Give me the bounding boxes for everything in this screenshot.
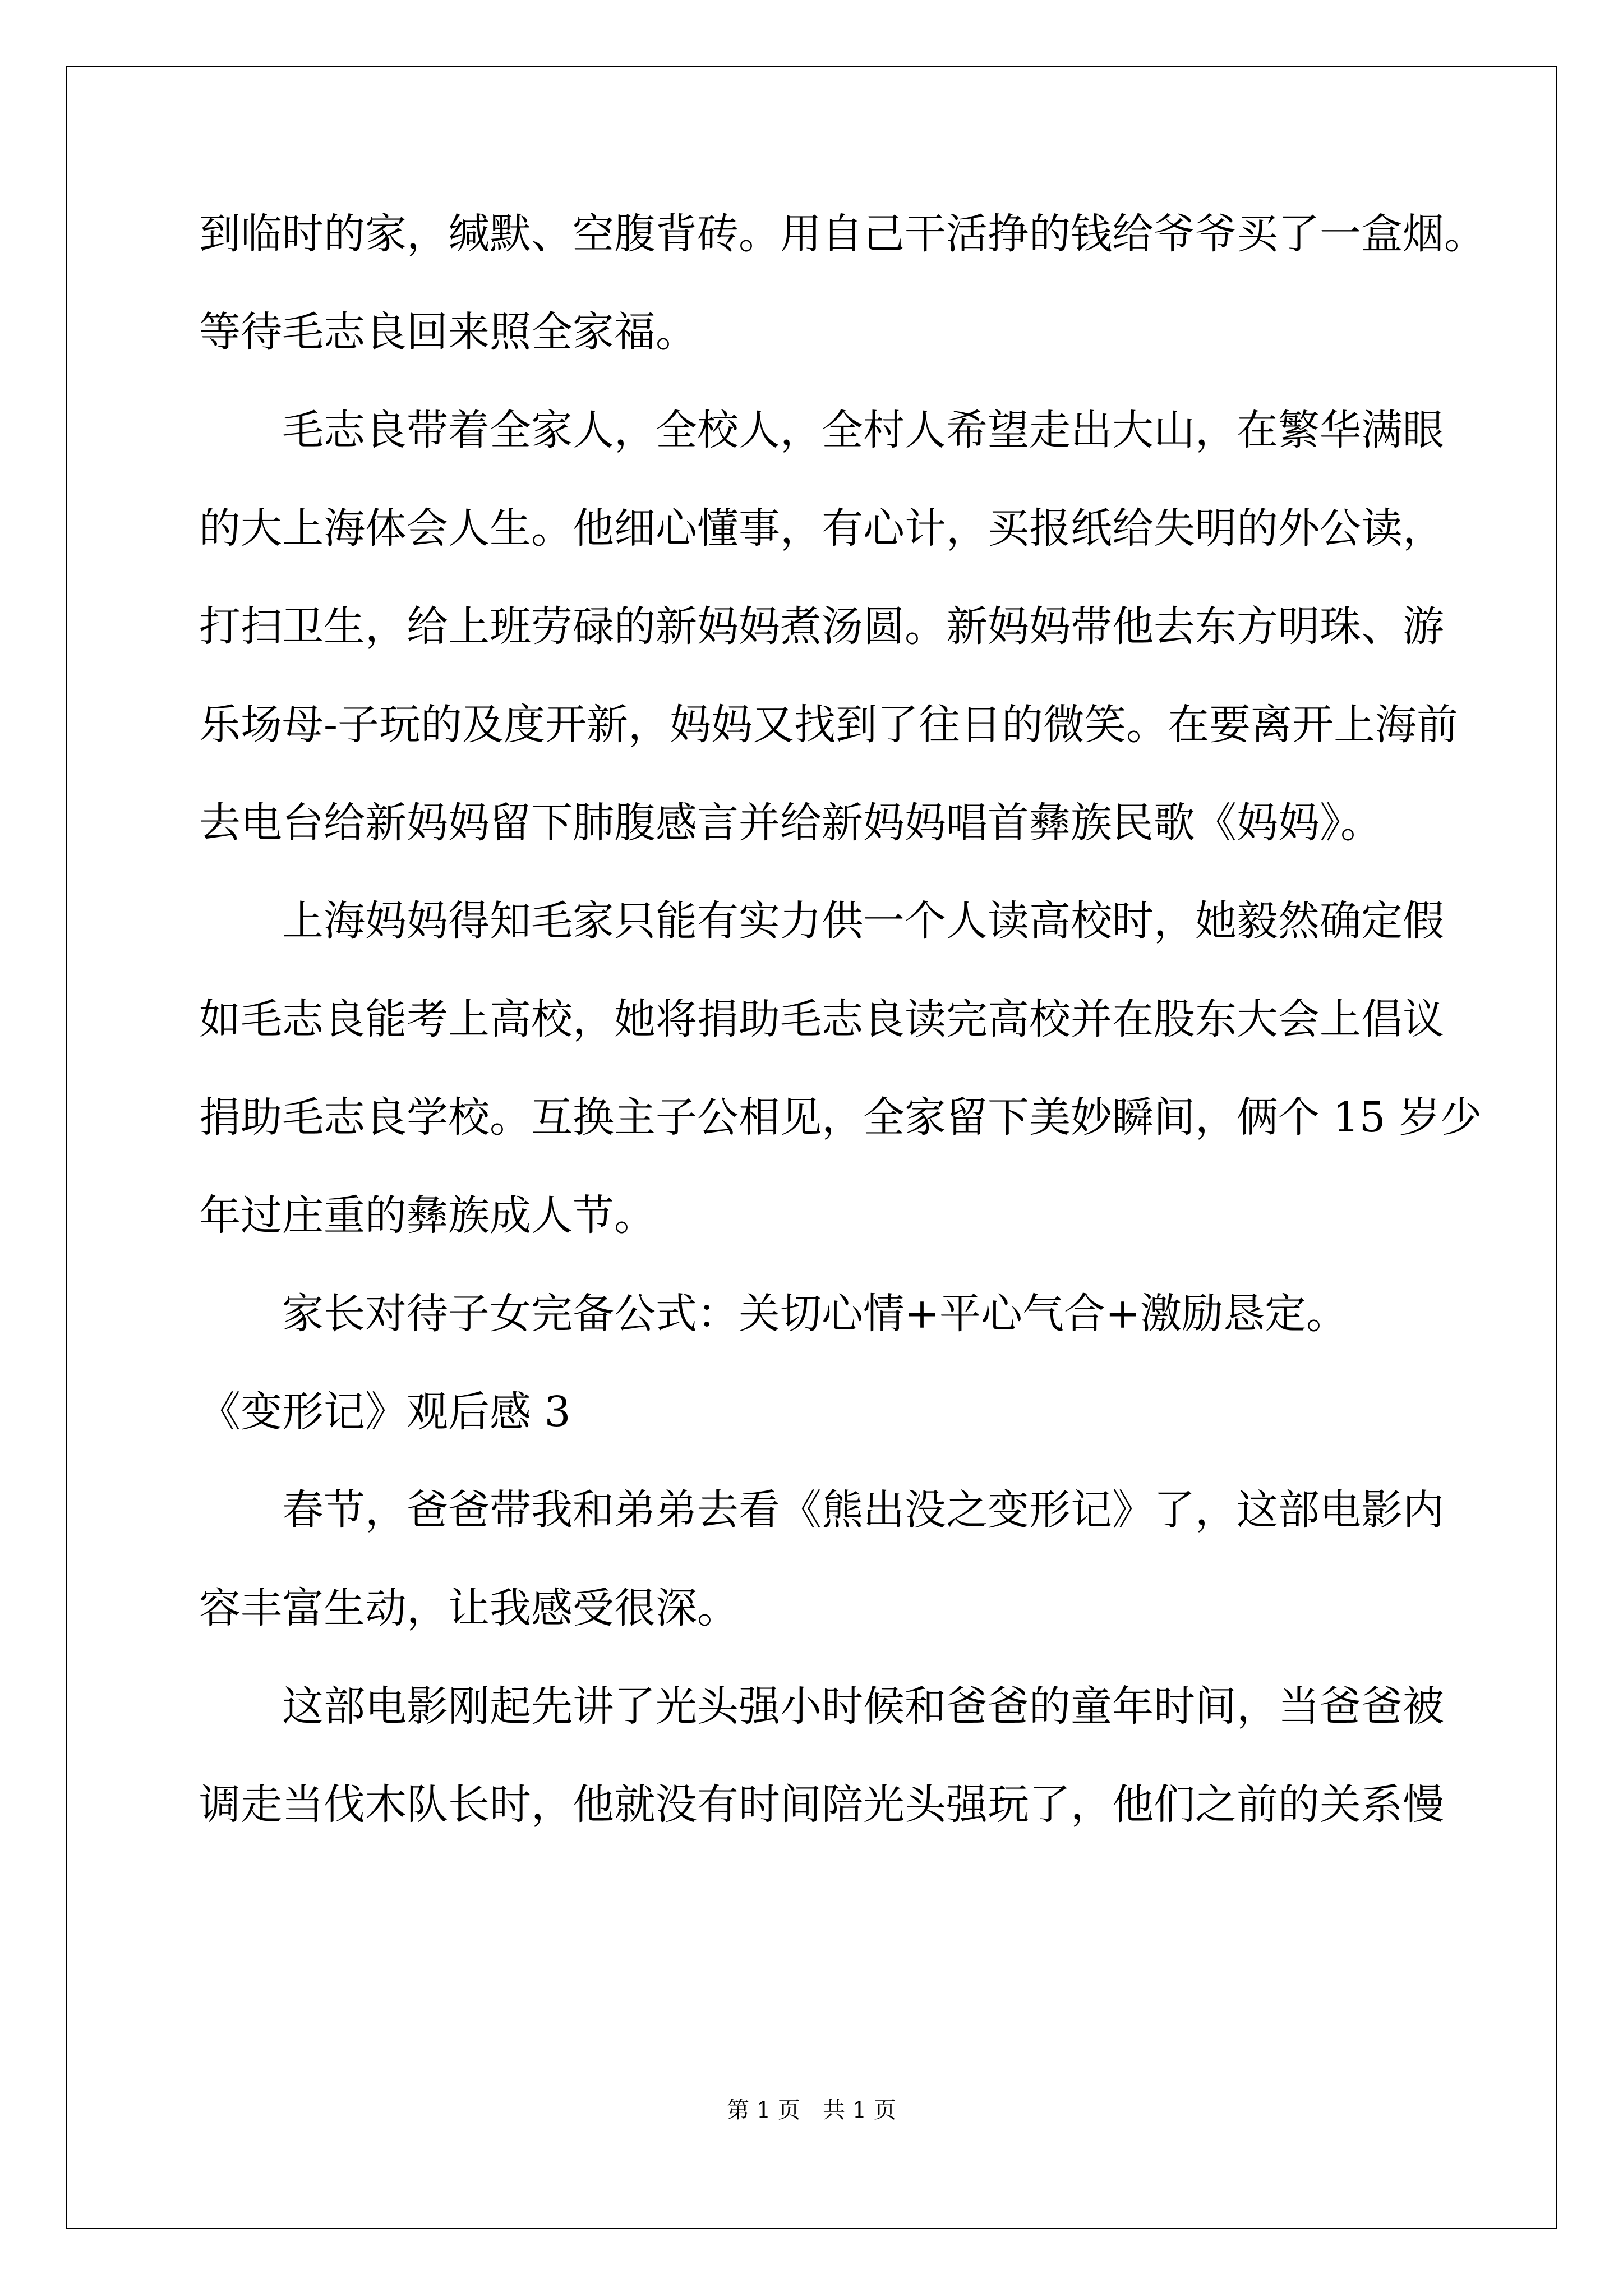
text-line: 年过庄重的彝族成人节。 [199, 1191, 656, 1240]
paragraph [199, 185, 1486, 381]
text-line: 打扫卫生，给上班劳碌的新妈妈煮汤圆。新妈妈带他去东方明珠、游 [199, 602, 1444, 651]
text-line: 容丰富生动，让我感受很深。 [199, 1584, 739, 1632]
text-line: 家长对待子女完备公式：关切心情+平心气合+激励恳定。 [282, 1290, 1348, 1338]
page-footer: 第 1 页 共 1 页 [727, 2097, 896, 2123]
document-body [199, 185, 1486, 1854]
text-line: 这部电影刚起先讲了光头强小时候和爸爸的童年时间，当爸爸被 [282, 1682, 1444, 1731]
text-line: 到临时的家，缄默、空腹背砖。用自己干活挣的钱给爷爷买了一盒烟。 [199, 210, 1486, 258]
text-line: 如毛志良能考上高校，她将捐助毛志良读完高校并在股东大会上倡议 [199, 995, 1444, 1043]
text-line: 的大上海体会人生。他细心懂事，有心计，买报纸给失明的外公读， [199, 504, 1444, 553]
heading-line: 《变形记》观后感 3 [199, 1388, 571, 1436]
paragraph [199, 1658, 1450, 1854]
text-line: 乐场母-子玩的及度开新，妈妈又找到了往日的微笑。在要离开上海前 [199, 701, 1459, 749]
text-line: 毛志良带着全家人，全校人，全村人希望走出大山，在繁华满眼 [282, 406, 1444, 454]
text-line: 捐助毛志良学校。互换主子公相见，全家留下美妙瞬间，俩个 15 岁少 [199, 1093, 1482, 1142]
paragraph [199, 1461, 1450, 1658]
text-line: 等待毛志良回来照全家福。 [199, 308, 697, 356]
paragraph [199, 1265, 1450, 1363]
text-line: 去电台给新妈妈留下肺腹感言并给新妈妈唱首彝族民歌《妈妈》。 [199, 799, 1382, 847]
paragraph [199, 872, 1482, 1265]
text-line: 春节，爸爸带我和弟弟去看《熊出没之变形记》了，这部电影内 [282, 1486, 1444, 1534]
section-heading [199, 1363, 1450, 1461]
text-line: 上海妈妈得知毛家只能有实力供一个人读高校时，她毅然确定假 [282, 897, 1444, 945]
text-line: 调走当伐木队长时，他就没有时间陪光头强玩了，他们之前的关系慢 [199, 1780, 1444, 1829]
paragraph [199, 381, 1459, 872]
